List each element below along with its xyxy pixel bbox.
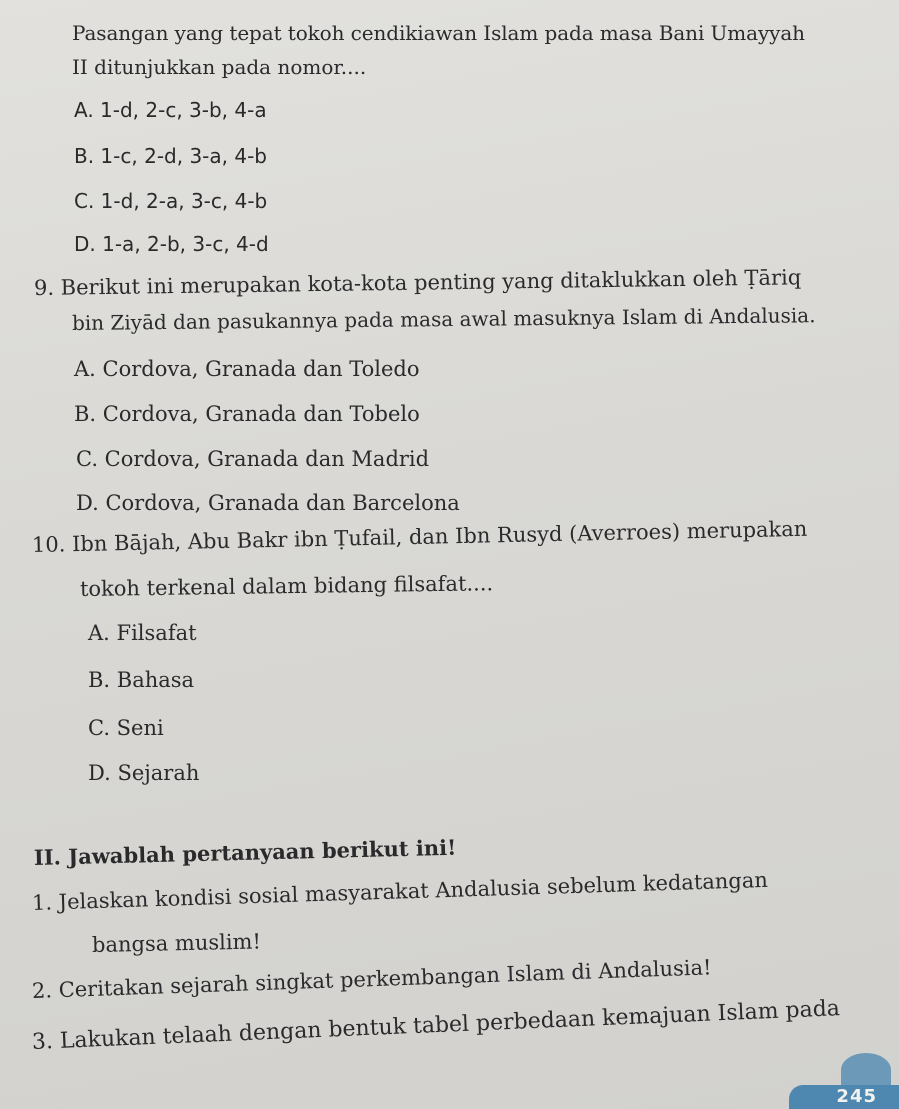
essay-item-1-continuation: bangsa muslim! [91,929,262,957]
q10-option-a: A. Filsafat [88,621,197,645]
q10-option-b: B. Bahasa [88,668,195,692]
q9-option-b: B. Cordova, Granada dan Tobelo [74,402,420,426]
q9-option-c: C. Cordova, Granada dan Madrid [76,447,430,471]
page-number: 245 [836,1086,877,1107]
q8-stem-line-1: Pasangan yang tepat tokoh cendikiawan Islam pada masa Bani Umayyah [72,21,805,45]
essay-item-2: 2. Ceritakan sejarah singkat perkembangan Islam di Andalusia! [31,955,712,1003]
q9-option-d: D. Cordova, Granada dan Barcelona [76,491,460,515]
q8-option-a: A. 1-d, 2-c, 3-b, 4-a [74,98,267,122]
q8-option-d: D. 1-a, 2-b, 3-c, 4-d [74,232,269,256]
q9-option-a: A. Cordova, Granada dan Toledo [74,357,420,381]
q10-option-c: C. Seni [88,716,164,740]
q10-option-d: D. Sejarah [88,761,200,785]
q8-stem-line-2: II ditunjukkan pada nomor.... [72,55,367,79]
essay-item-3: 3. Lakukan telaah dengan bentuk tabel perbedaan kemajuan Islam pada [31,996,841,1055]
section-2-heading: II. Jawablah pertanyaan berikut ini! [33,834,457,870]
mosque-dome-icon [841,1053,891,1087]
q10-stem-line-2: tokoh terkenal dalam bidang filsafat.... [79,571,494,601]
page-corner-ornament [779,1039,899,1109]
essay-item-1: 1. Jelaskan kondisi sosial masyarakat Andalusia sebelum kedatangan [31,867,769,915]
q9-stem-line-2: bin Ziyād dan pasukannya pada masa awal masuknya Islam di Andalusia. [71,303,816,335]
q8-option-c: C. 1-d, 2-a, 3-c, 4-b [74,189,268,213]
q10-stem-line-1: 10. Ibn Bājah, Abu Bakr ibn Ṭufail, dan Ibn Rusyd (Averroes) merupakan [31,516,808,557]
q9-stem-line-1: 9. Berikut ini merupakan kota-kota penting yang ditaklukkan oleh Ṭāriq [33,265,802,300]
q8-option-b: B. 1-c, 2-d, 3-a, 4-b [74,144,267,168]
